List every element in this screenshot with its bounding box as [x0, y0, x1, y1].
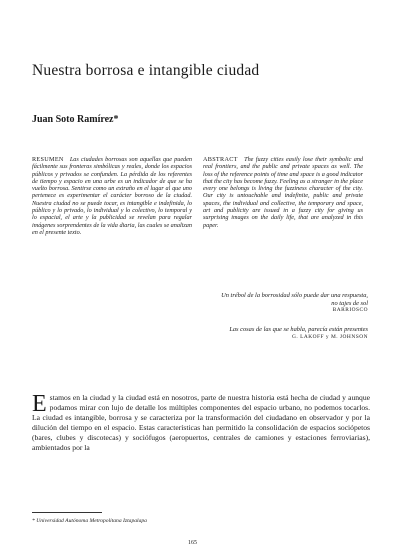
epigraph-2-text: Las cosas de las que se habla, parecía están presentes: [229, 326, 368, 333]
body-paragraph-text: stamos en la ciudad y la ciudad está en nosotros, parte de nuestra historia está hecha de ciudad y aunque podamos mirar con lujo de detalle los múltiples componentes del espacio urbano, no podemos tocarlos. La ciudad es intangible, borrosa y se caracteriza por la transformación del ciudadano en observador y por la dilución del tiempo en el espacio. Estas características han permitido la consolidación de espacios sociópetos (bares, clubes y discotecas) y sociófugos (aeropuertos, centrales de camiones y estaciones ferroviarias), ambientados por la: [32, 393, 370, 452]
article-title: Nuestra borrosa e intangible ciudad: [32, 62, 260, 79]
abstract-spanish: [32, 156, 192, 236]
epigraph-1-text: Un trébol de la borrosidad sólo puede dar una respuesta, no tajes de sol: [221, 292, 368, 307]
abstract-english: [203, 156, 363, 229]
footnote: * Universidad Autónoma Metropolitana Iztapalapa: [32, 518, 147, 524]
body-paragraph: [32, 393, 370, 453]
epigraph-2-author: G. LAKOFF y M. JOHNSON: [292, 333, 368, 340]
epigraph-1-author: BARRIOSCO: [332, 307, 368, 314]
epigraph-1: [218, 292, 368, 315]
footnote-divider: [32, 512, 102, 513]
abstract-english-heading: ABSTRACT: [203, 156, 238, 163]
epigraph-2: [218, 326, 368, 341]
drop-cap: E: [32, 391, 47, 417]
article-author: Juan Soto Ramírez*: [32, 114, 119, 125]
abstract-spanish-text: Las ciudades borrosas son aquellas que pueden fácilmente sus fronteras simbólicas y reales, donde los espacios públicos y privados se confunden. La pérdida de los referentes de tiempo y espacio en una urbe es un indicador de que se ha vuelto borrosa. Sentirse como un extraño en el lugar al que uno pertenece es experimentar el carácter borroso de la ciudad. Nuestra ciudad no se puede tocar, es intangible e indefinida, lo público y lo privado, lo individual y lo colectivo, lo temporal y lo espacial, el arte y la publicidad se revelan para regalar imágenes sorprendentes de la vida diaria, las cuales se analizan en el presente texto.: [32, 156, 192, 236]
page-number: 165: [188, 540, 197, 546]
abstract-english-text: The fuzzy cities easily lose their symbolic and real frontiers, and the public and private spaces as well. The loss of the reference points of time and space is a good indicator that the city has become fuzzy. Feeling as a stranger in the place every one belongs is living the fuzziness character of the city. Our city is untouchable and indefinite, public and private spaces, the individual and collective, the temporary and space, art and publicity are issued in a fuzzy city for giving us surprising images on the daily life, that are analyzed in this paper.: [203, 156, 364, 229]
abstract-spanish-heading: RESUMEN: [32, 156, 64, 163]
